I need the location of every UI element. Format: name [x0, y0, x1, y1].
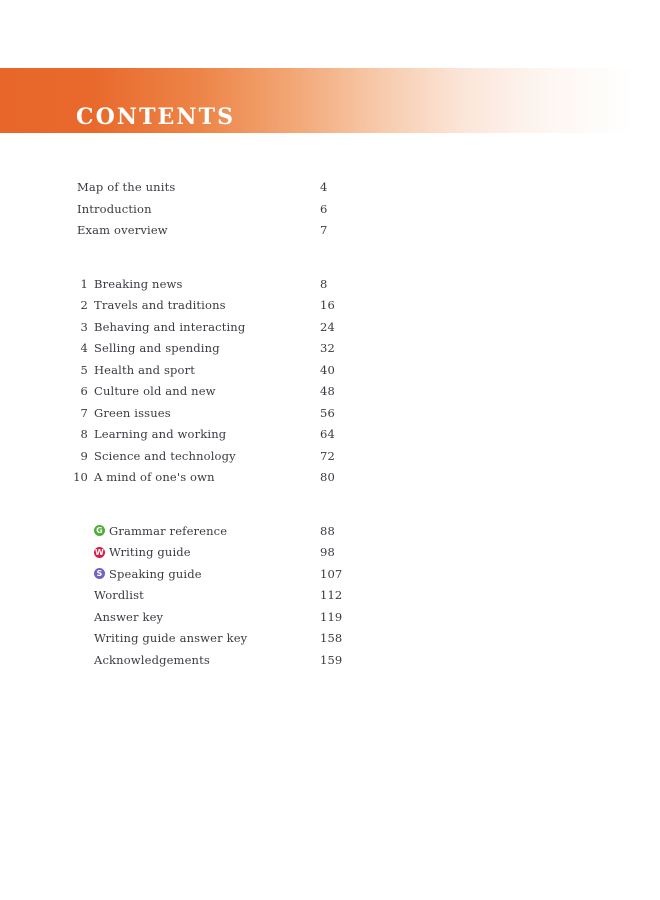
- toc-entry-label-wrap: [94, 653, 210, 667]
- page-number: 6: [320, 201, 328, 216]
- unit-title: Learning and working: [94, 427, 227, 441]
- page-number: 4: [320, 180, 328, 194]
- toc-unit-entry[interactable]: [0, 341, 660, 363]
- unit-title: Culture old and new: [94, 384, 216, 398]
- unit-title: Health and sport: [94, 362, 196, 377]
- toc-unit-entry[interactable]: [0, 277, 660, 299]
- toc-entry-label: Speaking guide: [109, 566, 202, 581]
- badge-letter: S: [96, 569, 103, 578]
- toc-entry-label: Grammar reference: [109, 523, 228, 538]
- toc-entry[interactable]: [0, 631, 660, 653]
- page-number: 112: [320, 588, 343, 602]
- toc-unit-entry[interactable]: [0, 298, 660, 320]
- unit-number: 4: [80, 341, 88, 355]
- badge-letter: G: [96, 526, 103, 535]
- unit-number: 8: [80, 427, 88, 441]
- toc-entry-label: Wordlist: [94, 588, 144, 602]
- toc-entry[interactable]: [0, 180, 660, 202]
- toc-entry[interactable]: [0, 588, 660, 610]
- unit-number: 5: [80, 362, 88, 377]
- toc-entry-label-wrap: [94, 567, 202, 581]
- toc-entry-label: Map of the units: [77, 180, 176, 194]
- toc-unit-entry[interactable]: [0, 470, 660, 492]
- toc-entry-label-wrap: [94, 588, 144, 602]
- unit-title: Green issues: [94, 405, 171, 420]
- toc-entry-label-wrap: [94, 610, 163, 624]
- toc-entry[interactable]: [0, 545, 660, 567]
- page-number: 64: [320, 427, 335, 441]
- units-group: [0, 277, 660, 492]
- toc-unit-entry[interactable]: [0, 363, 660, 385]
- page-number: 159: [320, 652, 343, 667]
- toc-entry-label: Introduction: [77, 201, 152, 216]
- grammar-badge-icon: [94, 525, 105, 536]
- toc-entry-label: Exam overview: [77, 223, 168, 237]
- page-number: 56: [320, 405, 335, 420]
- unit-title: A mind of one's own: [94, 470, 215, 484]
- page-number: 88: [320, 523, 335, 538]
- toc-unit-entry[interactable]: [0, 449, 660, 471]
- toc-entry-label: Acknowledgements: [94, 652, 210, 667]
- page-number: 16: [320, 298, 335, 312]
- page-title: CONTENTS: [76, 104, 236, 130]
- unit-number: 3: [80, 319, 88, 334]
- page-number: 32: [320, 341, 335, 355]
- toc-entry-label: Writing guide answer key: [94, 631, 248, 645]
- toc-entry[interactable]: [0, 202, 660, 224]
- unit-title: Behaving and interacting: [94, 319, 246, 334]
- toc-entry-label-wrap: [94, 545, 191, 559]
- unit-number: 7: [80, 405, 88, 420]
- unit-number: 9: [80, 448, 88, 463]
- toc-entry[interactable]: [0, 653, 660, 675]
- front-matter-group: [0, 180, 660, 245]
- page-number: 72: [320, 448, 335, 463]
- toc-entry[interactable]: [0, 567, 660, 589]
- toc-entry[interactable]: [0, 610, 660, 632]
- toc-entry-label: Writing guide: [109, 545, 191, 559]
- page-number: 119: [320, 609, 343, 624]
- unit-title: Travels and traditions: [94, 298, 226, 312]
- toc-entry-label-wrap: [94, 631, 247, 645]
- back-matter-group: [0, 524, 660, 675]
- page-number: 8: [320, 276, 328, 291]
- unit-title: Breaking news: [94, 276, 183, 291]
- toc-entry[interactable]: [0, 223, 660, 245]
- page-number: 40: [320, 362, 335, 377]
- toc-unit-entry[interactable]: [0, 320, 660, 342]
- unit-number: 6: [80, 384, 88, 398]
- unit-title: Science and technology: [94, 448, 236, 463]
- toc-unit-entry[interactable]: [0, 406, 660, 428]
- page-number: 98: [320, 545, 335, 559]
- toc-unit-entry[interactable]: [0, 384, 660, 406]
- writing-badge-icon: [94, 547, 105, 558]
- unit-number: 2: [80, 298, 88, 312]
- toc-unit-entry[interactable]: [0, 427, 660, 449]
- section-spacer: [0, 245, 660, 277]
- toc-entry-label: Answer key: [94, 609, 164, 624]
- toc-entry[interactable]: [0, 524, 660, 546]
- page-number: 158: [320, 631, 343, 645]
- unit-number: 1: [80, 276, 88, 291]
- speaking-badge-icon: [94, 568, 105, 579]
- page-number: 7: [320, 223, 328, 237]
- badge-letter: W: [95, 547, 104, 557]
- page-number: 80: [320, 470, 335, 484]
- table-of-contents: [0, 180, 660, 674]
- unit-number: 10: [73, 470, 88, 484]
- page-number: 107: [320, 566, 343, 581]
- page-number: 24: [320, 319, 335, 334]
- unit-title: Selling and spending: [94, 341, 220, 355]
- page-number: 48: [320, 384, 335, 398]
- toc-entry-label-wrap: [94, 524, 227, 538]
- section-spacer: [0, 492, 660, 524]
